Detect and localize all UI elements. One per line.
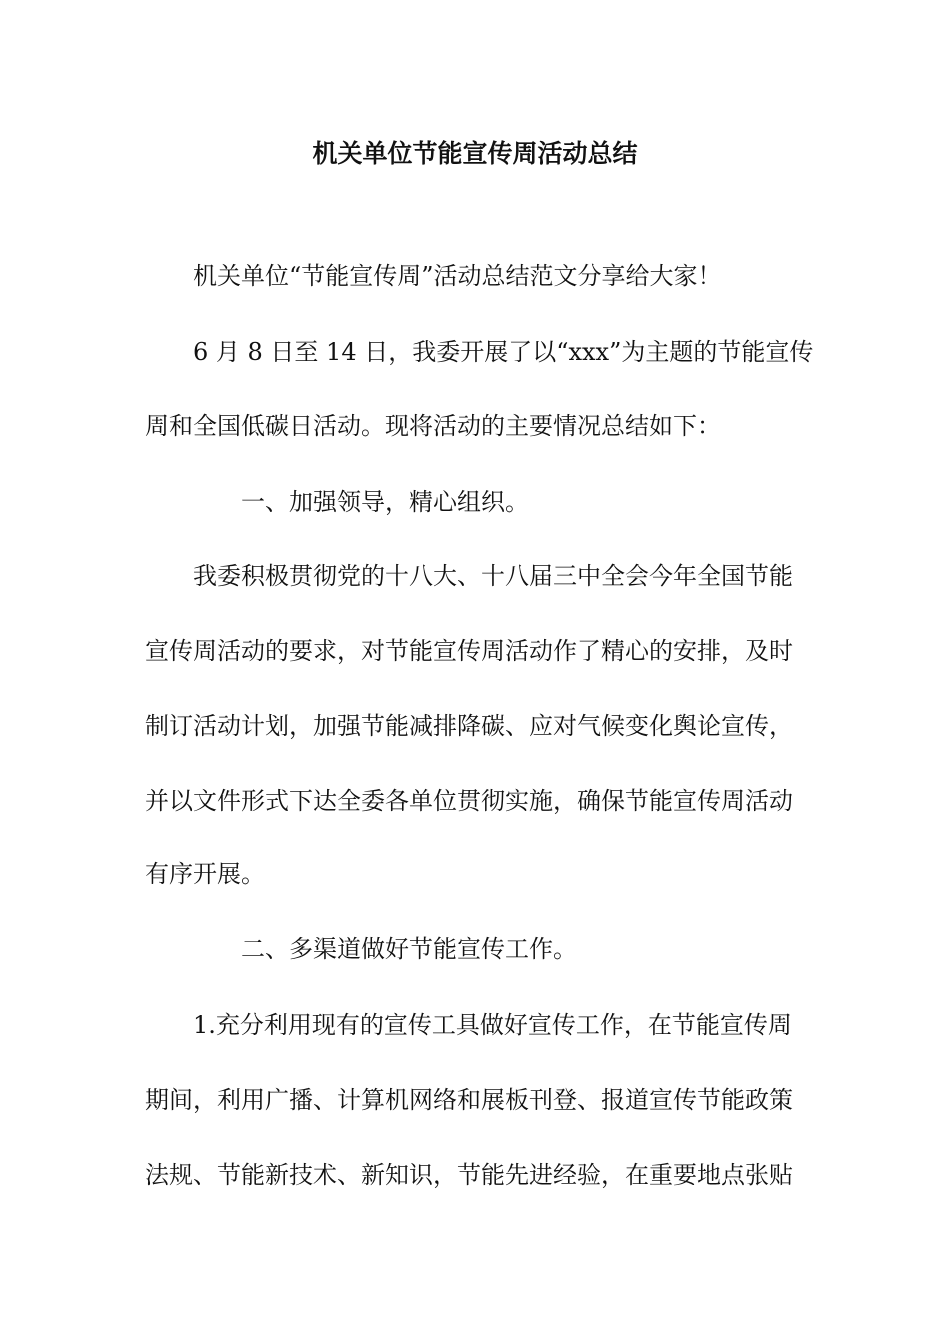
section-heading-1: 一、加强领导，精心组织。	[241, 488, 529, 516]
paragraph-line: 期间，利用广播、计算机网络和展板刊登、报道宣传节能政策	[145, 1086, 793, 1114]
document-title: 机关单位节能宣传周活动总结	[312, 139, 638, 168]
paragraph-line: 并以文件形式下达全委各单位贯彻实施，确保节能宣传周活动	[145, 787, 793, 815]
section-heading-2: 二、多渠道做好节能宣传工作。	[241, 935, 577, 963]
paragraph-line: 6 月 8 日至 14 日，我委开展了以“xxx”为主题的节能宣传	[193, 338, 814, 366]
paragraph-line: 有序开展。	[145, 860, 265, 888]
paragraph-line: 制订活动计划，加强节能减排降碳、应对气候变化舆论宣传，	[145, 712, 793, 740]
paragraph-line: 1.充分利用现有的宣传工具做好宣传工作，在节能宣传周	[193, 1011, 792, 1039]
paragraph-line: 周和全国低碳日活动。现将活动的主要情况总结如下：	[145, 412, 721, 440]
paragraph-line: 法规、节能新技术、新知识，节能先进经验，在重要地点张贴	[145, 1161, 793, 1189]
intro-line: 机关单位“节能宣传周”活动总结范文分享给大家！	[193, 262, 722, 290]
paragraph-line: 宣传周活动的要求，对节能宣传周活动作了精心的安排，及时	[145, 637, 793, 665]
paragraph-line: 我委积极贯彻党的十八大、十八届三中全会今年全国节能	[193, 562, 793, 590]
